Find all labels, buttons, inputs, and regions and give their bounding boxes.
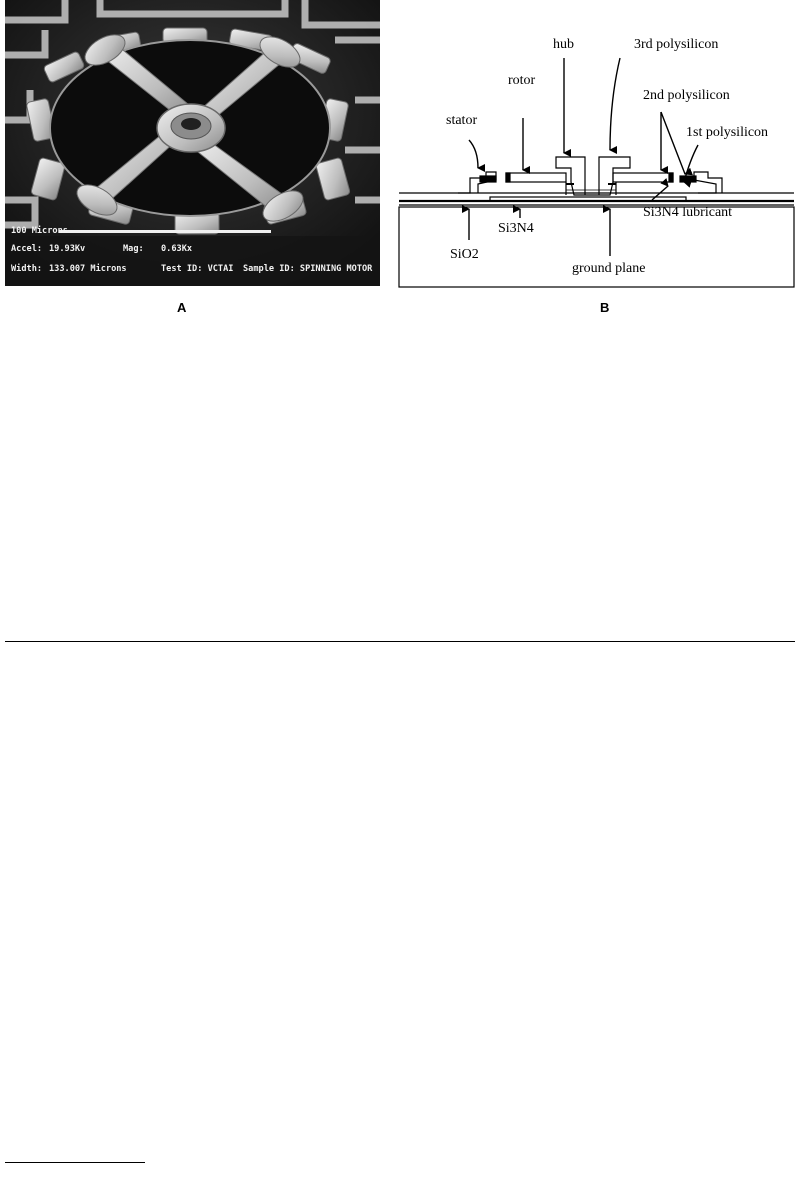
section-divider	[5, 641, 795, 642]
mag-value: 0.63Kx	[161, 244, 193, 254]
width-value: 133.007 Microns	[49, 264, 127, 274]
width-label: Width:	[11, 264, 43, 274]
scale-bar	[59, 230, 271, 233]
label-3rd-polysilicon: 3rd polysilicon	[634, 37, 719, 52]
sem-micrograph	[5, 0, 380, 286]
label-rotor: rotor	[508, 73, 536, 88]
cross-section-svg	[398, 0, 798, 290]
label-1st-polysilicon: 1st polysilicon	[686, 125, 769, 140]
test-id: Test ID: VCTAI	[161, 264, 234, 274]
micromotor-image	[5, 0, 380, 286]
scale-bar-label: 100 Microns	[11, 226, 68, 236]
label-ground-plane: ground plane	[572, 261, 646, 276]
label-sio2: SiO2	[450, 247, 479, 262]
mag-label: Mag:	[123, 244, 144, 254]
sample-id: Sample ID: SPINNING MOTOR	[243, 264, 373, 274]
cross-section-diagram	[398, 0, 798, 290]
panel-b-label: B	[600, 300, 610, 315]
accel-value: 19.93Kv	[49, 244, 86, 254]
footnote-rule	[5, 1162, 145, 1163]
label-2nd-polysilicon: 2nd polysilicon	[643, 88, 730, 103]
label-si3n4: Si3N4	[498, 221, 534, 236]
panel-a-label: A	[177, 300, 187, 315]
label-hub: hub	[553, 37, 574, 52]
label-stator: stator	[446, 113, 478, 128]
label-si3n4-lubricant: Si3N4 lubricant	[643, 205, 733, 220]
accel-label: Accel:	[11, 244, 43, 254]
